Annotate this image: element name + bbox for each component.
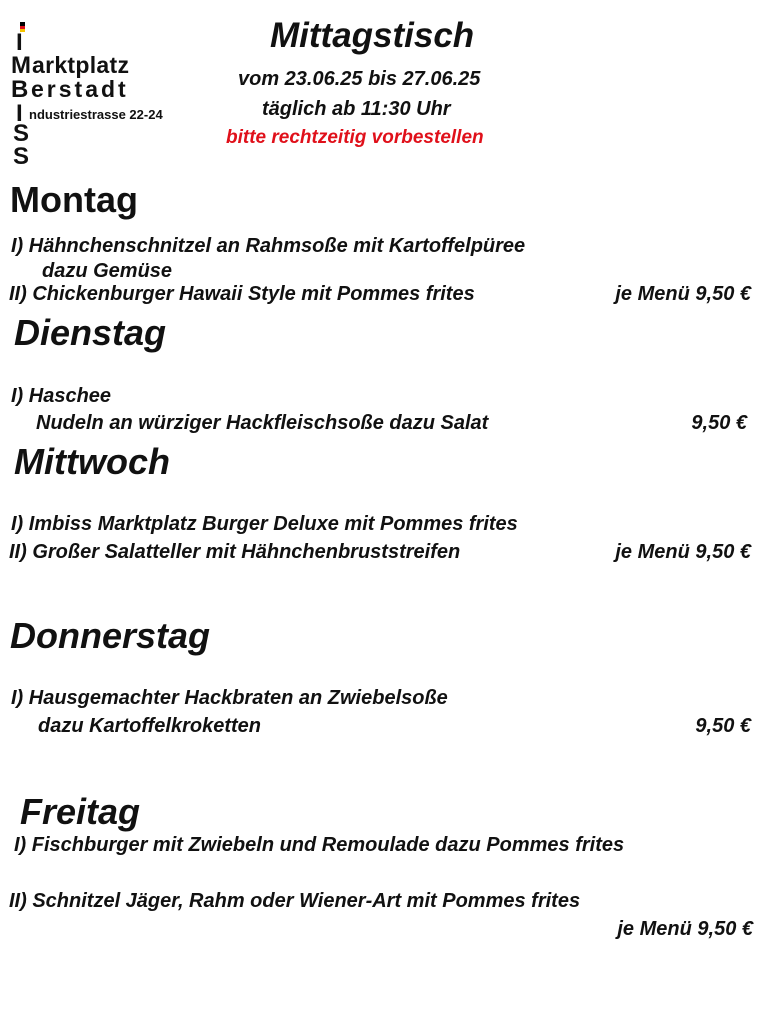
friday-item-1: I) Fischburger mit Zwiebeln und Remoulade dazu Pommes frites: [14, 834, 625, 856]
monday-price: je Menü 9,50 €: [615, 283, 751, 305]
page-title: Mittagstisch: [270, 16, 475, 55]
thursday-item-1: I) Hausgemachter Hackbraten an Zwiebelsoße: [11, 687, 448, 709]
day-thursday: Donnerstag: [10, 615, 211, 656]
date-range: vom 23.06.25 bis 27.06.25: [238, 68, 481, 90]
monday-item-2: II) Chickenburger Hawaii Style mit Pommes frites: [9, 283, 475, 305]
wednesday-item-1: I) Imbiss Marktplatz Burger Deluxe mit Pommes frites: [11, 513, 518, 535]
day-tuesday: Dienstag: [14, 312, 167, 353]
logo-line2: erstadt: [31, 76, 129, 102]
logo-letter-s1: S: [13, 120, 30, 147]
day-friday: Freitag: [20, 791, 141, 832]
wednesday-price: je Menü 9,50 €: [615, 541, 751, 563]
logo-address: ndustriestrasse 22-24: [29, 107, 163, 122]
logo-letter-m: M: [11, 52, 31, 79]
logo-letter-i2: I: [16, 100, 23, 127]
logo-letter-b: B: [11, 76, 29, 103]
monday-item-1: I) Hähnchenschnitzel an Rahmsoße mit Kartoffelpüree: [11, 235, 526, 257]
thursday-item-1-side: dazu Kartoffelkroketten: [38, 715, 262, 737]
opening-time: täglich ab 11:30 Uhr: [262, 98, 451, 120]
wednesday-item-2: II) Großer Salatteller mit Hähnchenbruststreifen: [9, 541, 461, 563]
friday-item-2: II) Schnitzel Jäger, Rahm oder Wiener-Art mit Pommes frites: [9, 890, 581, 912]
logo-line1: arktplatz: [32, 52, 130, 78]
monday-item-1-side: dazu Gemüse: [42, 260, 173, 282]
day-monday: Montag: [10, 179, 138, 220]
order-notice: bitte rechtzeitig vorbestellen: [226, 127, 484, 148]
thursday-price: 9,50 €: [695, 715, 751, 737]
tuesday-item-1: I) Haschee: [11, 385, 112, 407]
logo-letter-i: I: [16, 29, 23, 56]
tuesday-item-2: Nudeln an würziger Hackfleischsoße dazu Salat: [36, 412, 489, 434]
tuesday-price: 9,50 €: [691, 412, 747, 434]
day-wednesday: Mittwoch: [14, 441, 170, 482]
friday-price: je Menü 9,50 €: [617, 918, 753, 940]
logo-letter-s2: S: [13, 143, 30, 170]
